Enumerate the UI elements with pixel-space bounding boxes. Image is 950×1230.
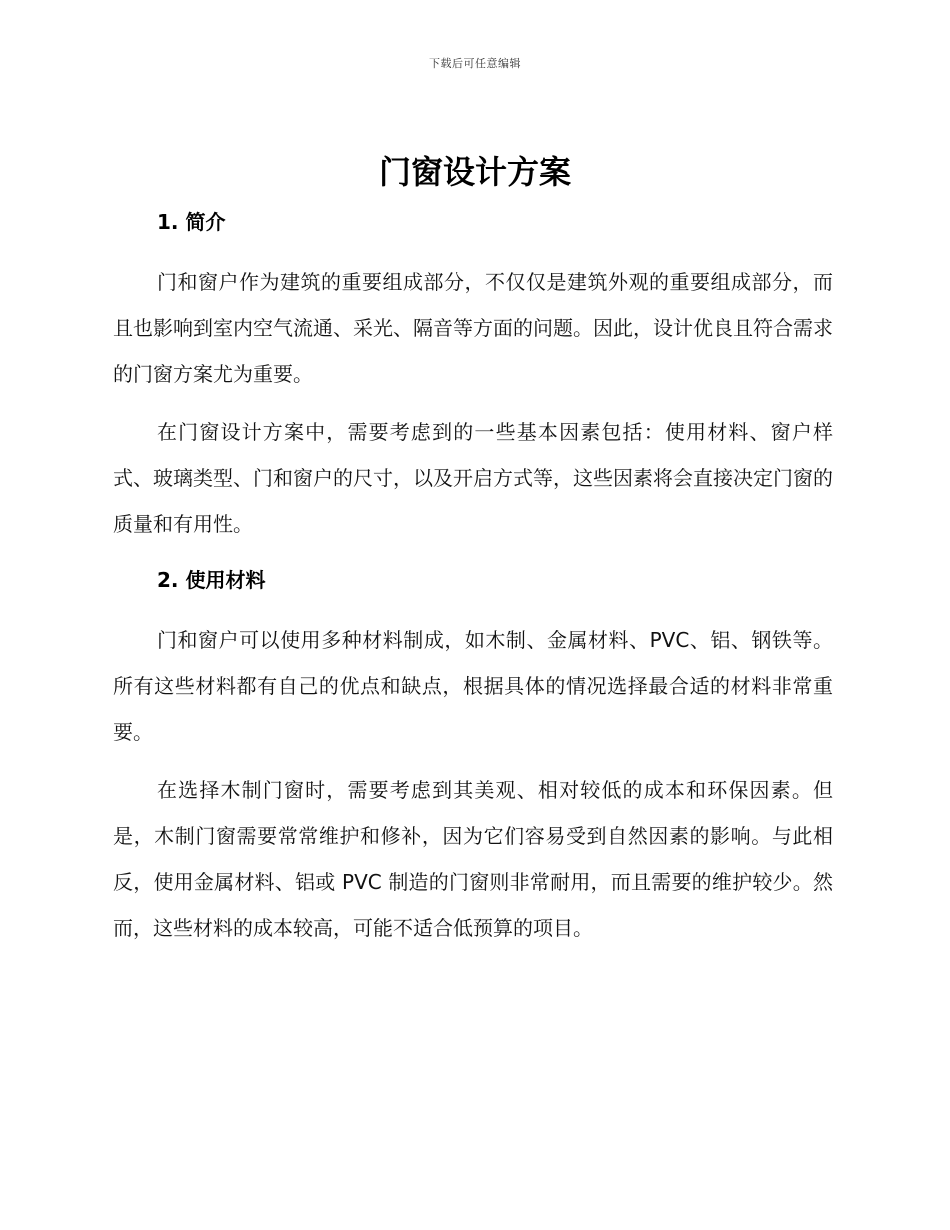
section-materials xyxy=(113,563,833,951)
section-introduction xyxy=(113,205,833,547)
document-body xyxy=(113,205,833,951)
paragraph: 门和窗户作为建筑的重要组成部分，不仅仅是建筑外观的重要组成部分，而且也影响到室内空气流通、采光、隔音等方面的问题。因此，设计优良且符合需求的门窗方案尤为重要。 xyxy=(113,270,833,386)
page-header-note: 下载后可任意编辑 xyxy=(429,57,521,70)
paragraph: 门和窗户可以使用多种材料制成，如木制、金属材料、PVC、铝、钢铁等。所有这些材料都有自己的优点和缺点，根据具体的情况选择最合适的材料非常重要。 xyxy=(113,628,833,744)
paragraph: 在门窗设计方案中，需要考虑到的一些基本因素包括：使用材料、窗户样式、玻璃类型、门和窗户的尺寸，以及开启方式等，这些因素将会直接决定门窗的质量和有用性。 xyxy=(113,420,833,536)
section-heading: 1. 简介 xyxy=(157,210,226,234)
paragraph: 在选择木制门窗时，需要考虑到其美观、相对较低的成本和环保因素。但是，木制门窗需要常常维护和修补，因为它们容易受到自然因素的影响。与此相反，使用金属材料、铝或 PVC 制造的门窗则非常耐用，而且需要的维护较少。然而，这些材料的成本较高，可能不适合低预算的项目。 xyxy=(113,778,833,940)
document-title: 门窗设计方案 xyxy=(378,153,571,191)
section-heading: 2. 使用材料 xyxy=(157,568,266,592)
